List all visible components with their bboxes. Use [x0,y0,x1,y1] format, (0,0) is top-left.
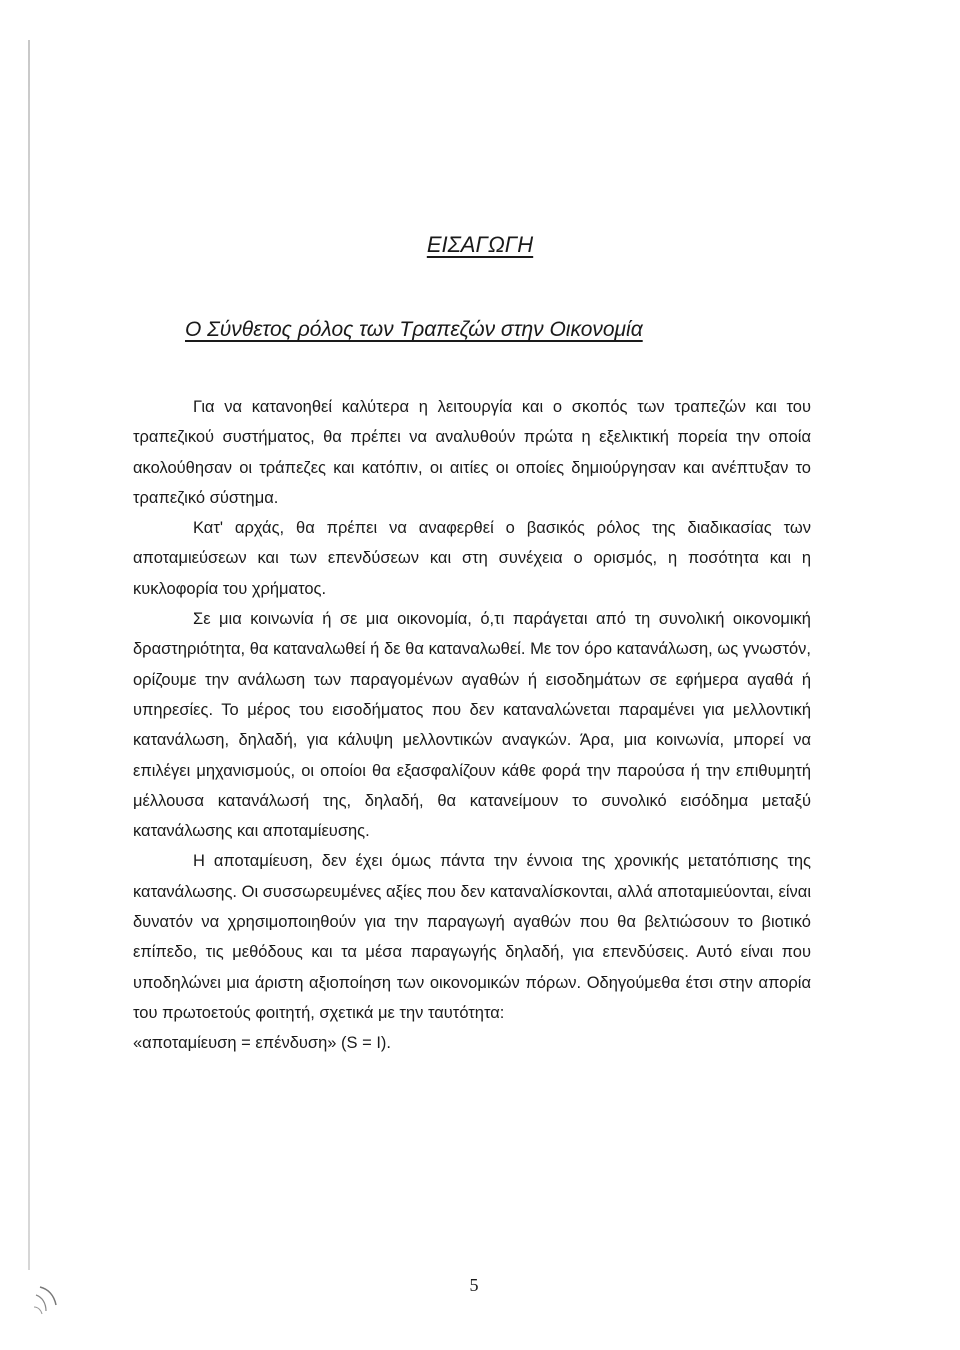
body-text [133,392,811,1059]
scan-edge-mark [28,40,30,1270]
page-title: ΕΙΣΑΓΩΓΗ [426,232,534,257]
page-number: 5 [469,1275,479,1295]
library-stamp-icon [30,1283,64,1317]
paragraph-3: Σε μια κοινωνία ή σε μια οικονομία, ό,τι παράγεται από τη συνολική οικονομική δραστηριότητα, θα καταναλωθεί ή δε θα καταναλωθεί. Με τον όρο κατανάλωση, ως γνωστόν, ορίζουμε την ανάλωση των παραγομένων αγαθών ή εισοδημάτων σε εφήμερα αγαθά ή υπηρεσίες. Το μέρος του εισοδήματος που δεν καταναλώνεται παραμένει για μελλοντική κατανάλωση, δηλαδή, για κάλυψη μελλοντικών αναγκών. Άρα, μια κοινωνία, μπορεί να επιλέγει μηχανισμούς, οι οποίοι θα εξασφαλίζουν κάθε φορά την παρούσα ή την επιθυμητή μέλλουσα κατανάλωσή της, δηλαδή, θα κατανείμουν το συνολικό εισόδημα μεταξύ κατανάλωσης και αποταμίευσης. [133,610,811,841]
paragraph-4: Η αποταμίευση, δεν έχει όμως πάντα την έννοια της χρονικής μετατόπισης της κατανάλωσης. Οι συσσωρευμένες αξίες που δεν καταναλίσκονται, αλλά αποταμιεύονται, είναι δυνατόν να χρησιμοποιηθούν για την παραγωγή αγαθών που θα βελτιώσουν το βιοτικό επίπεδο, τις μεθόδους και τα μέσα παραγωγής δηλαδή, για επενδύσεις. Αυτό είναι που υποδηλώνει μια άριστη αξιοποίηση των οικονομικών πόρων. Οδηγούμεθα έτσι στην απορία του πρωτοετούς φοιτητή, σχετικά με την ταυτότητα: [133,852,811,1022]
paragraph-1: Για να κατανοηθεί καλύτερα η λειτουργία και ο σκοπός των τραπεζών και του τραπεζικού συστήματος, θα πρέπει να αναλυθούν πρώτα η εξελικτική πορεία την οποία ακολούθησαν οι τράπεζες και κατόπιν, οι αιτίες οι οποίες δημιούργησαν και ανέπτυξαν το τραπεζικό σύστημα. [133,398,811,507]
section-subtitle: Ο Σύνθετος ρόλος των Τραπεζών στην Οικονομία [185,318,643,341]
formula-line: «αποταμίευση = επένδυση» (S = I). [133,1034,391,1053]
paragraph-2: Κατ' αρχάς, θα πρέπει να αναφερθεί ο βασικός ρόλος της διαδικασίας των αποταμιεύσεων και των επενδύσεων και στη συνέχεια ο ορισμός, η ποσότητα και η κυκλοφορία του χρήματος. [133,519,811,598]
